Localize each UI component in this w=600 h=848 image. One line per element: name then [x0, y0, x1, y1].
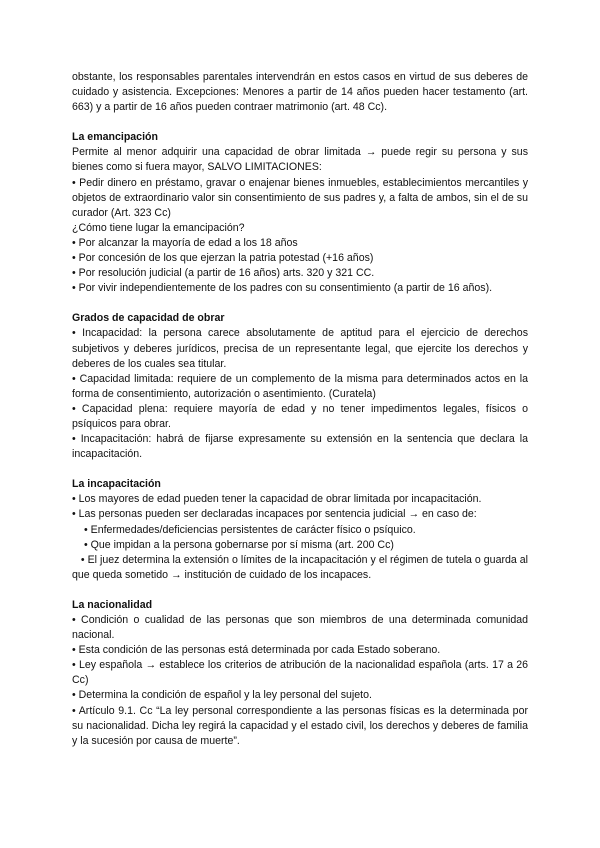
- sub-bullet-item: • Que impidan a la persona gobernarse por sí misma (art. 200 Cc): [84, 538, 394, 551]
- bullet-item: • Ley española → establece los criterios de atribución de la nacionalidad española (arts. 17 a 26 Cc): [72, 659, 528, 687]
- bullet-item: • Determina la condición de español y la ley personal del sujeto.: [72, 689, 372, 702]
- bullet-item: • Esta condición de las personas está determinada por cada Estado soberano.: [72, 644, 441, 657]
- paragraph: Permite al menor adquirir una capacidad de obrar limitada → puede regir su persona y sus bienes como si fuera mayor, SALVO LIMITACIONES:: [72, 146, 528, 174]
- section-nacionalidad: [72, 598, 528, 749]
- bullet-item: • El juez determina la extensión o límites de la incapacitación y el régimen de tutela o guarda al que queda sometido → institución de cuidado de los incapaces.: [72, 553, 531, 581]
- intro-paragraph: obstante, los responsables parentales intervendrán en estos casos en virtud de sus deberes de cuidado y asistencia. Excepciones: Menores a partir de 14 años pueden hacer testamento (art. 663) y a partir de 16 años pueden contraer matrimonio (art. 48 Cc).: [72, 71, 528, 114]
- section-heading: La emancipación: [72, 131, 158, 144]
- bullet-item: • Por alcanzar la mayoría de edad a los 18 años: [72, 236, 298, 249]
- section-emancipacion: [72, 130, 528, 296]
- bullet-item: • Incapacidad: la persona carece absolutamente de aptitud para el ejercicio de derechos subjetivos y deberes jurídicos, precisa de un representante legal, que ejercite los derechos y deberes de los cuales sea titular.: [72, 327, 528, 370]
- bullet-item: • Capacidad limitada: requiere de un complemento de la misma para determinados actos en la forma de consentimiento, autorización o asentimiento. (Curatela): [72, 372, 528, 400]
- bullet-item: • Incapacitación: habrá de fijarse expresamente su extensión en la sentencia que declara la incapacitación.: [72, 433, 528, 461]
- bullet-item: • Artículo 9.1. Cc “La ley personal correspondiente a las personas físicas es la determinada por su nacionalidad. Dicha ley regirá la capacidad y el estado civil, los derechos y deberes de familia y la sucesión por causa de muerte”.: [72, 704, 528, 747]
- bullet-item: • Condición o cualidad de las personas que son miembros de una determinada comunidad nacional.: [72, 614, 528, 642]
- section-grados-capacidad: [72, 311, 528, 462]
- section-heading: La nacionalidad: [72, 598, 153, 611]
- bullet-item: • Las personas pueden ser declaradas incapaces por sentencia judicial → en caso de:: [72, 508, 477, 521]
- sub-bullet-item: • Enfermedades/deficiencias persistentes de carácter físico o psíquico.: [84, 523, 416, 536]
- paragraph: ¿Cómo tiene lugar la emancipación?: [72, 221, 245, 234]
- section-incapacitacion: [72, 477, 531, 583]
- bullet-item: • Por resolución judicial (a partir de 16 años) arts. 320 y 321 CC.: [72, 267, 375, 280]
- bullet-item: • Pedir dinero en préstamo, gravar o enajenar bienes inmuebles, establecimientos mercantiles y objetos de extraordinario valor sin consentimiento de sus padres y, a falta de ambos, sin el de su curador (Art. 323 Cc): [72, 176, 528, 219]
- bullet-item: • Por vivir independientemente de los padres con su consentimiento (a partir de 16 años).: [72, 282, 493, 295]
- bullet-item: • Los mayores de edad pueden tener la capacidad de obrar limitada por incapacitación.: [72, 493, 482, 506]
- bullet-item: • Por concesión de los que ejerzan la patria potestad (+16 años): [72, 252, 374, 265]
- section-heading: Grados de capacidad de obrar: [72, 312, 225, 325]
- section-heading: La incapacitación: [72, 478, 161, 491]
- bullet-item: • Capacidad plena: requiere mayoría de edad y no tener impedimentos legales, físicos o psíquicos para obrar.: [72, 402, 528, 430]
